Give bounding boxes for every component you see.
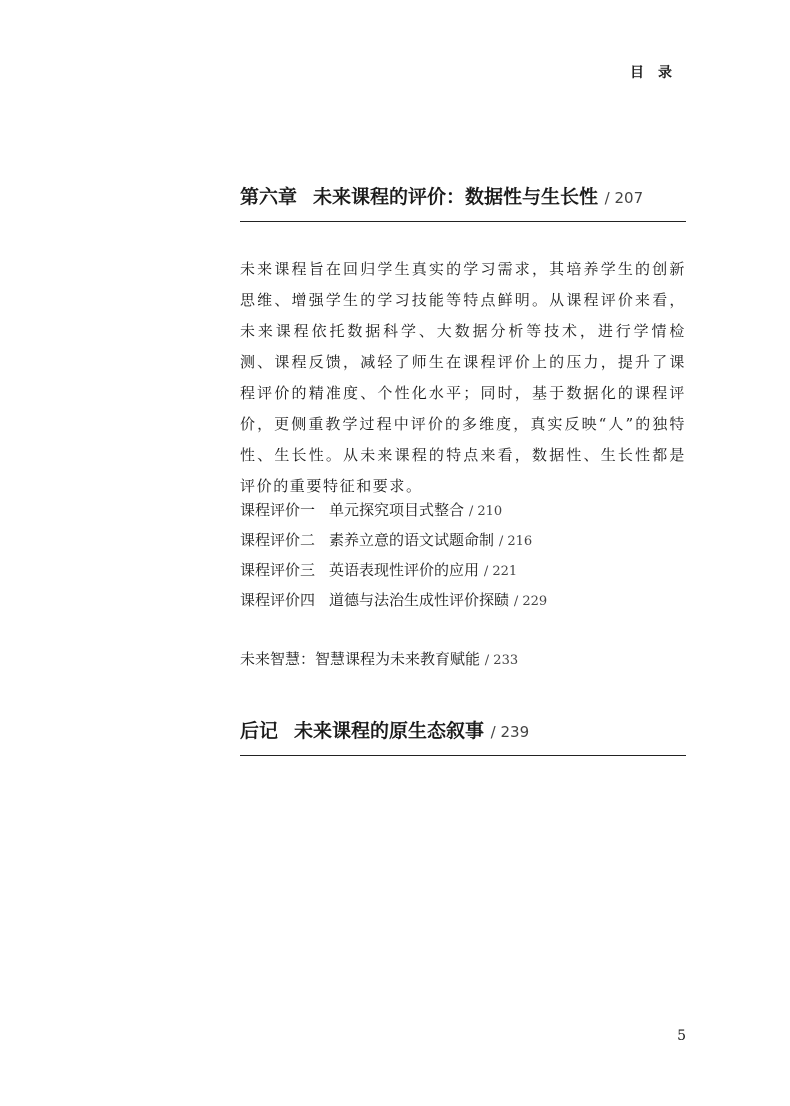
chapter-rule [240, 221, 686, 222]
closing-section-entry [240, 645, 518, 675]
section-number: 课程评价二 [240, 531, 316, 549]
closing-section-title: 未来智慧：智慧课程为未来教育赋能 [240, 650, 481, 668]
section-entry [240, 496, 686, 526]
section-page: / 216 [498, 534, 533, 549]
chapter-label: 第六章 [240, 186, 298, 208]
afterword-label: 后记 [240, 720, 279, 742]
section-entry [240, 556, 686, 586]
afterword-page: / 239 [490, 723, 530, 741]
section-page: / 221 [483, 564, 518, 579]
running-head: 目录 [630, 65, 686, 81]
section-page: / 229 [513, 594, 548, 609]
section-title: 素养立意的语文试题命制 [329, 531, 495, 549]
section-title: 道德与法治生成性评价探赜 [329, 591, 510, 609]
page-folio: 5 [677, 1028, 686, 1044]
chapter-heading [240, 184, 686, 211]
section-list [240, 496, 686, 616]
section-entry [240, 586, 686, 616]
afterword-heading [240, 718, 686, 745]
section-number: 课程评价三 [240, 561, 316, 579]
chapter-page: / 207 [604, 189, 644, 207]
section-number: 课程评价四 [240, 591, 316, 609]
section-entry [240, 526, 686, 556]
afterword-rule [240, 755, 686, 756]
section-number: 课程评价一 [240, 501, 316, 519]
closing-section-page: / 233 [484, 653, 519, 668]
afterword-entry [240, 718, 686, 756]
chapter-summary: 未来课程旨在回归学生真实的学习需求，其培养学生的创新思维、增强学生的学习技能等特点鲜明。从课程评价来看，未来课程依托数据科学、大数据分析等技术，进行学情检测、课程反馈，减轻了师生在课程评价上的压力，提升了课程评价的精准度、个性化水平；同时，基于数据化的课程评价，更侧重教学过程中评价的多维度，真实反映“人”的独特性、生长性。从未来课程的特点来看，数据性、生长性都是评价的重要特征和要求。 [240, 260, 686, 495]
section-title: 英语表现性评价的应用 [329, 561, 480, 579]
section-page: / 210 [468, 504, 503, 519]
afterword-title: 未来课程的原生态叙事 [294, 720, 485, 742]
chapter-six-entry [240, 184, 686, 222]
section-title: 单元探究项目式整合 [329, 501, 465, 519]
chapter-title: 未来课程的评价：数据性与生长性 [313, 186, 599, 208]
